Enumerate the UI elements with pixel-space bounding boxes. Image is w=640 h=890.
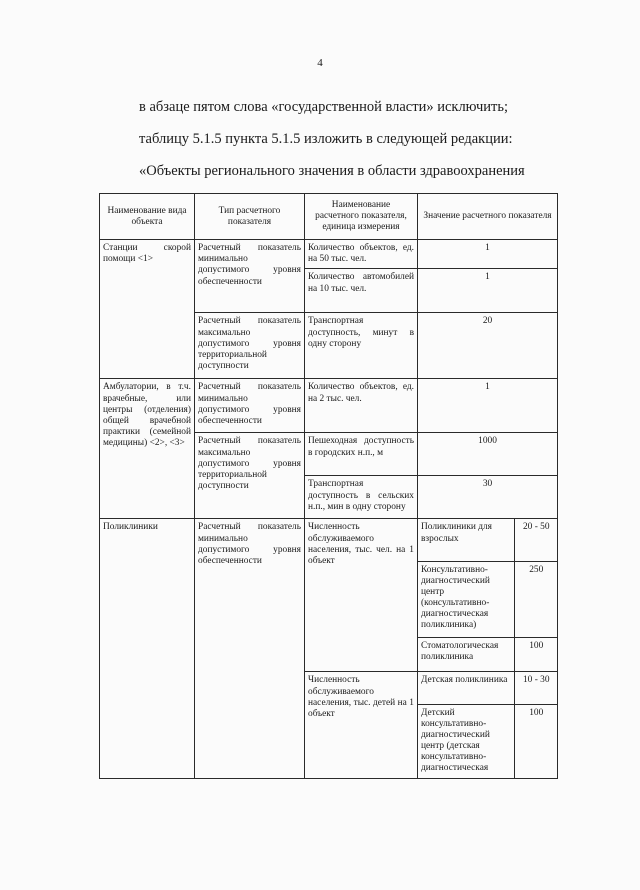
ambulatory-indicator-1: Количество объектов, ед. на 2 тыс. чел. (305, 379, 418, 433)
table-row (100, 379, 558, 433)
child-item-value: 10 - 30 (514, 672, 558, 704)
ambulance-type-min: Расчетный показатель минимально допустимого уровня обеспеченности (195, 240, 305, 313)
healthcare-objects-table (99, 193, 558, 779)
polyclinics-adult-values (418, 519, 558, 671)
adult-item-label: Стоматологическая поликлиника (418, 637, 514, 671)
list-item (418, 637, 558, 671)
ambulatory-indicator-2: Пешеходная доступность в городских н.п., м (305, 433, 418, 476)
paragraph-3: «Объекты регионального значения в области здравоохранения (139, 163, 525, 179)
ambulatory-type-max: Расчетный показатель максимально допустимого уровня территориальной доступности (195, 433, 305, 519)
ambulance-value-1: 1 (418, 240, 558, 269)
table-row (100, 240, 558, 269)
header-object-type: Наименование вида объекта (100, 194, 195, 240)
ambulance-indicator-1: Количество объектов, ед. на 50 тыс. чел. (305, 240, 418, 269)
polyclinics-indicator-adult: Численность обслуживаемого населения, тыс. чел. на 1 объект (305, 519, 418, 672)
header-indicator-name: Наименование расчетного показателя, единица измерения (305, 194, 418, 240)
ambulance-type-max: Расчетный показатель максимально допустимого уровня территориальной доступности (195, 313, 305, 379)
header-indicator-type: Тип расчетного показателя (195, 194, 305, 240)
polyclinics-child-values (418, 672, 558, 778)
ambulatory-value-3: 30 (418, 476, 558, 519)
polyclinics-type-min: Расчетный показатель минимально допустимого уровня обеспеченности (195, 519, 305, 779)
adult-item-label: Консультативно-диагностический центр (консультативно-диагностическая поликлиника) (418, 561, 514, 637)
polyclinics-indicator-child: Численность обслуживаемого населения, тыс. детей на 1 объект (305, 672, 418, 779)
ambulance-indicator-3: Транспортная доступность, минут в одну сторону (305, 313, 418, 379)
ambulatory-name: Амбулатории, в т.ч. врачебные, или центры (отделения) общей врачебной практики (семейной медицины) <2>, <3> (100, 379, 195, 519)
list-item (418, 672, 558, 704)
child-item-label: Детский консультативно-диагностический центр (детская консультативно-диагностическая (418, 704, 514, 778)
adult-item-value: 20 - 50 (514, 519, 558, 561)
ambulance-value-3: 20 (418, 313, 558, 379)
header-indicator-value: Значение расчетного показателя (418, 194, 558, 240)
paragraph-1: в абзаце пятом слова «государственной власти» исключить; (139, 99, 508, 115)
adult-item-value: 250 (514, 561, 558, 637)
paragraph-2: таблицу 5.1.5 пункта 5.1.5 изложить в следующей редакции: (139, 131, 513, 147)
adult-item-label: Поликлиники для взрослых (418, 519, 514, 561)
list-item (418, 519, 558, 561)
table-header-row (100, 194, 558, 240)
ambulatory-value-2: 1000 (418, 433, 558, 476)
adult-item-value: 100 (529, 640, 544, 651)
ambulatory-value-1: 1 (418, 379, 558, 433)
polyclinics-name: Поликлиники (100, 519, 195, 779)
table-row (100, 519, 558, 672)
ambulatory-type-min: Расчетный показатель минимально допустимого уровня обеспеченности (195, 379, 305, 433)
child-item-value: 100 (529, 707, 544, 718)
ambulance-value-2: 1 (418, 269, 558, 313)
list-item (418, 561, 558, 637)
page-number: 4 (317, 57, 323, 69)
ambulance-indicator-2: Количество автомобилей на 10 тыс. чел. (305, 269, 418, 313)
ambulatory-indicator-3: Транспортная доступность в сельских н.п., мин в одну сторону (305, 476, 418, 519)
list-item (418, 704, 558, 778)
child-item-label: Детская поликлиника (418, 672, 514, 704)
ambulance-name: Станции скорой помощи <1> (100, 240, 195, 379)
